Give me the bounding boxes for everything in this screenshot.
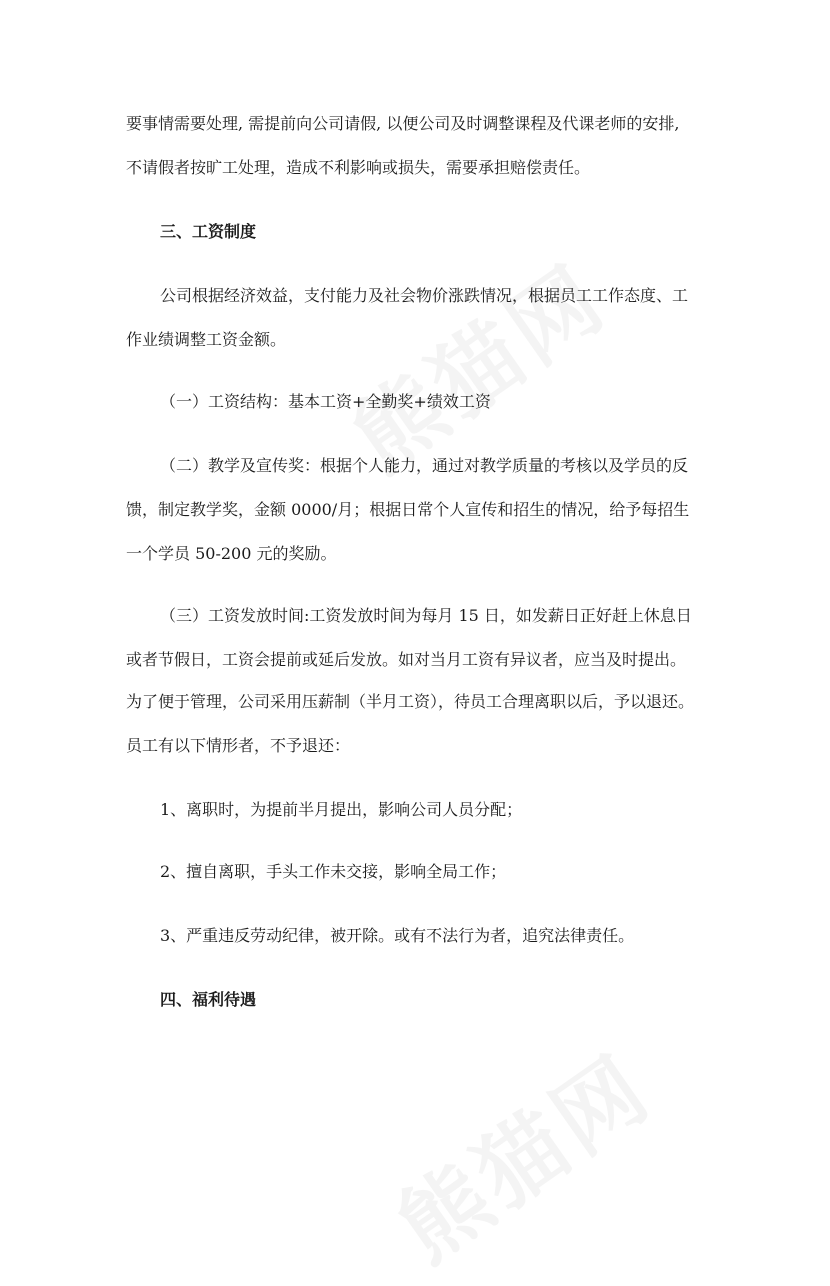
paragraph-line: 或者节假日，工资会提前或延后发放。如对当月工资有异议者，应当及时提出。 xyxy=(126,650,687,669)
paragraph-line: 不请假者按旷工处理，造成不利影响或损失，需要承担赔偿责任。 xyxy=(126,158,591,177)
section-heading-benefits: 四、福利待遇 xyxy=(160,990,257,1009)
watermark xyxy=(369,1021,672,1286)
paragraph-line: 员工有以下情形者，不予退还： xyxy=(126,736,351,755)
list-item: 2、擅自离职，手头工作未交接，影响全局工作； xyxy=(160,862,507,881)
section-heading-salary: 三、工资制度 xyxy=(160,222,257,241)
paragraph-line: （二）教学及宣传奖：根据个人能力，通过对教学质量的考核以及学员的反 xyxy=(160,456,689,475)
paragraph-line: 为了便于管理，公司采用压薪制（半月工资），待员工合理离职以后，予以退还。 xyxy=(126,692,695,711)
paragraph-line: 馈，制定教学奖，金额 0000/月；根据日常个人宣传和招生的情况，给予每招生 xyxy=(126,500,690,519)
list-item: 3、严重违反劳动纪律，被开除。或有不法行为者，追究法律责任。 xyxy=(160,926,635,945)
paragraph-line: 要事情需要处理, 需提前向公司请假, 以便公司及时调整课程及代课老师的安排, xyxy=(126,114,680,133)
paragraph-line: （一）工资结构：基本工资+全勤奖+绩效工资 xyxy=(160,392,491,411)
paragraph-line: 一个学员 50-200 元的奖励。 xyxy=(126,544,337,563)
paragraph-line: （三）工资发放时间:工资发放时间为每月 15 日，如发薪日正好赶上休息日 xyxy=(160,606,692,625)
list-item: 1、离职时，为提前半月提出，影响公司人员分配； xyxy=(160,800,523,819)
paragraph-line: 作业绩调整工资金额。 xyxy=(126,330,287,349)
paragraph-line: 公司根据经济效益，支付能力及社会物价涨跌情况，根据员工工作态度、工 xyxy=(160,286,689,305)
